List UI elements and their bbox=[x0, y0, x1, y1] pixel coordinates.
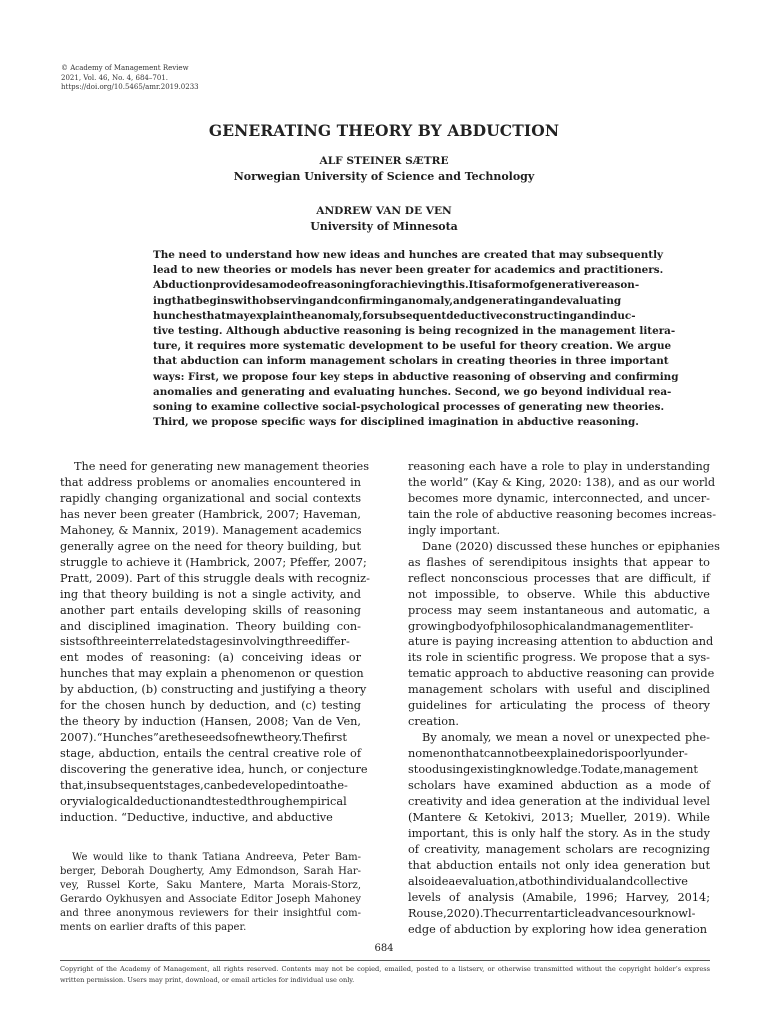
text-line: for the chosen hunch by deduction, and (c) testing bbox=[60, 699, 361, 713]
text-line: ways: First, we propose four key steps in abductive reasoning of observing and confirming bbox=[153, 370, 679, 383]
text-line: induction. “Deductive, inductive, and abductive bbox=[60, 810, 333, 824]
text-line: as flashes of serendipitous insights that appear to bbox=[408, 555, 710, 569]
journal-header bbox=[61, 64, 199, 93]
text-line: ing that theory building is not a single activity, and bbox=[60, 587, 361, 601]
text-line: vey, Russel Korte, Saku Mantere, Marta Morais-Storz, bbox=[60, 880, 361, 891]
text-line: The need for generating new management theories bbox=[74, 460, 369, 473]
text-line: (Mantere & Ketokivi, 2013; Mueller, 2019). While bbox=[408, 810, 710, 824]
text-line: becomes more dynamic, interconnected, and uncer- bbox=[408, 491, 710, 505]
volume-info: 2021, Vol. 46, No. 4, 684–701. bbox=[61, 73, 168, 82]
text-line: Mahoney, & Mannix, 2019). Management academics bbox=[60, 523, 362, 537]
text-line: stage, abduction, entails the central creative role of bbox=[60, 747, 361, 761]
author-1 bbox=[0, 153, 768, 185]
text-line: tive testing. Although abductive reasoning is being recognized in the management litera- bbox=[153, 325, 676, 338]
text-line: important, this is only half the story. As in the study bbox=[408, 826, 710, 840]
article-title: GENERATING THEORY BY ABDUCTION bbox=[208, 121, 560, 140]
text-line: 2007).“Hunches”aretheseedsofnewtheory.Thefirst bbox=[60, 731, 347, 745]
text-line: that,insubsequentstages,canbedevelopedintoathe- bbox=[60, 779, 348, 793]
text-line: alsoideaevaluation,atbothindividualandcollective bbox=[408, 874, 688, 888]
journal-name: © Academy of Management Review bbox=[61, 64, 189, 72]
text-line: ingthatbeginswithobservingandconfirminganomaly,andgeneratingandevaluating bbox=[153, 294, 622, 307]
text-line: lead to new theories or models has never been greater for academics and practitioners. bbox=[153, 264, 664, 277]
text-line: hunchesthatmayexplaintheanomaly,forsubsequentdeductiveconstructingandinduc- bbox=[153, 309, 636, 322]
body-column-left bbox=[60, 459, 370, 826]
text-line: management scholars with useful and disciplined bbox=[408, 683, 710, 697]
text-line: By anomaly, we mean a novel or unexpected phe- bbox=[422, 731, 710, 745]
text-line: discovering the generative idea, hunch, or conjecture bbox=[60, 763, 368, 777]
author-2 bbox=[0, 203, 768, 235]
text-line: that abduction entails not only idea generation but bbox=[408, 858, 710, 872]
author-affiliation: Norwegian University of Science and Technology bbox=[233, 170, 535, 183]
text-line: Copyright of the Academy of Management, all rights reserved. Contents may not be copied, emailed, posted to a listserv, or otherwise transmitted without the copyright holder’s express bbox=[60, 965, 710, 973]
text-line: We would like to thank Tatiana Andreeva, Peter Bam- bbox=[72, 852, 361, 863]
text-line: by abduction, (b) constructing and justifying a theory bbox=[60, 683, 367, 697]
text-line: process may seem instantaneous and automatic, a bbox=[408, 603, 710, 617]
text-line: of creativity, management scholars are recognizing bbox=[408, 842, 710, 856]
text-line: generally agree on the need for theory building, but bbox=[60, 539, 361, 553]
text-line: anomalies and generating and evaluating hunches. Second, we go beyond individual rea- bbox=[153, 385, 672, 398]
text-line: has never been greater (Hambrick, 2007; Haveman, bbox=[60, 507, 361, 521]
text-line: Gerardo Oykhusyen and Associate Editor Joseph Mahoney bbox=[60, 894, 361, 905]
text-line: the theory by induction (Hansen, 2008; Van de Ven, bbox=[60, 715, 361, 729]
text-line: sistsofthreeinterrelatedstagesinvolvingthreediffer- bbox=[60, 635, 350, 649]
text-line: stoodusingexistingknowledge.Todate,management bbox=[408, 763, 698, 777]
text-line: rapidly changing organizational and social contexts bbox=[60, 491, 361, 505]
text-line: growingbodyofphilosophicalandmanagementliter- bbox=[408, 619, 694, 633]
text-line: ments on earlier drafts of this paper. bbox=[60, 922, 247, 933]
text-line: nomenonthatcannotbeexplainedorispoorlyunder- bbox=[408, 747, 688, 761]
copyright-notice bbox=[60, 964, 710, 985]
text-line: and disciplined imagination. Theory building con- bbox=[60, 619, 361, 633]
text-line: hunches that may explain a phenomenon or question bbox=[60, 667, 364, 681]
text-line: ent modes of reasoning: (a) conceiving ideas or bbox=[60, 651, 361, 665]
author-affiliation: University of Minnesota bbox=[310, 220, 458, 233]
text-line: ature is paying increasing attention to abduction and bbox=[408, 635, 714, 649]
text-line: and three anonymous reviewers for their insightful com- bbox=[60, 908, 361, 919]
author-name: ANDREW VAN DE VEN bbox=[316, 205, 452, 217]
text-line: Rouse,2020).Thecurrentarticleadvancesourknowl- bbox=[408, 906, 696, 920]
text-line: creation. bbox=[408, 715, 459, 729]
text-line: that abduction can inform management scholars in creating theories in three important bbox=[153, 355, 669, 368]
text-line: The need to understand how new ideas and hunches are created that may subsequently bbox=[153, 249, 664, 261]
text-line: tematic approach to abductive reasoning can provide bbox=[408, 667, 715, 681]
text-line: that address problems or anomalies encountered in bbox=[60, 475, 361, 489]
text-line: written permission. Users may print, download, or email articles for individual use only. bbox=[60, 975, 355, 984]
author-name: ALF STEINER SÆTRE bbox=[319, 155, 449, 167]
text-line: ture, it requires more systematic development to be useful for theory creation. We argue bbox=[153, 340, 672, 353]
text-line: oryvialogicaldeductionandtestedthroughempirical bbox=[60, 795, 347, 809]
text-line: soning to examine collective social-psychological processes of generating new theories. bbox=[153, 401, 665, 414]
footer-divider bbox=[60, 960, 710, 961]
text-line: reflect nonconscious processes that are difficult, if bbox=[408, 571, 710, 585]
text-line: its role in scientific progress. We propose that a sys- bbox=[408, 651, 710, 665]
text-line: not impossible, to observe. While this abductive bbox=[408, 587, 710, 601]
acknowledgment-footnote bbox=[60, 851, 361, 935]
text-line: ingly important. bbox=[408, 523, 501, 537]
text-line: reasoning each have a role to play in understanding bbox=[408, 460, 710, 473]
text-line: levels of analysis (Amabile, 1996; Harvey, 2014; bbox=[408, 890, 710, 904]
text-line: guidelines for articulating the process of theory bbox=[408, 699, 710, 713]
text-line: tain the role of abductive reasoning becomes increas- bbox=[408, 507, 717, 521]
body-column-right bbox=[408, 459, 720, 938]
text-line: creativity and idea generation at the individual level bbox=[408, 795, 710, 809]
doi-link[interactable]: https://doi.org/10.5465/amr.2019.0233 bbox=[61, 83, 199, 92]
text-line: Dane (2020) discussed these hunches or epiphanies bbox=[422, 539, 720, 553]
text-line: scholars have examined abduction as a mode of bbox=[408, 779, 710, 793]
text-line: Abductionprovidesamodeofreasoningforachievingthis.Itisaformofgenerativereason- bbox=[153, 279, 640, 292]
text-line: the world” (Kay & King, 2020: 138), and as our world bbox=[408, 475, 716, 489]
text-line: Pratt, 2009). Part of this struggle deals with recogniz- bbox=[60, 571, 370, 585]
text-line: berger, Deborah Dougherty, Amy Edmondson, Sarah Har- bbox=[60, 866, 361, 877]
text-line: Third, we propose specific ways for disciplined imagination in abductive reasoning. bbox=[153, 416, 639, 429]
page-number: 684 bbox=[374, 943, 394, 954]
text-line: edge of abduction by exploring how idea generation bbox=[408, 922, 708, 936]
text-line: another part entails developing skills of reasoning bbox=[60, 603, 361, 617]
text-line: struggle to achieve it (Hambrick, 2007; Pfeffer, 2007; bbox=[60, 555, 367, 569]
abstract bbox=[153, 248, 679, 430]
